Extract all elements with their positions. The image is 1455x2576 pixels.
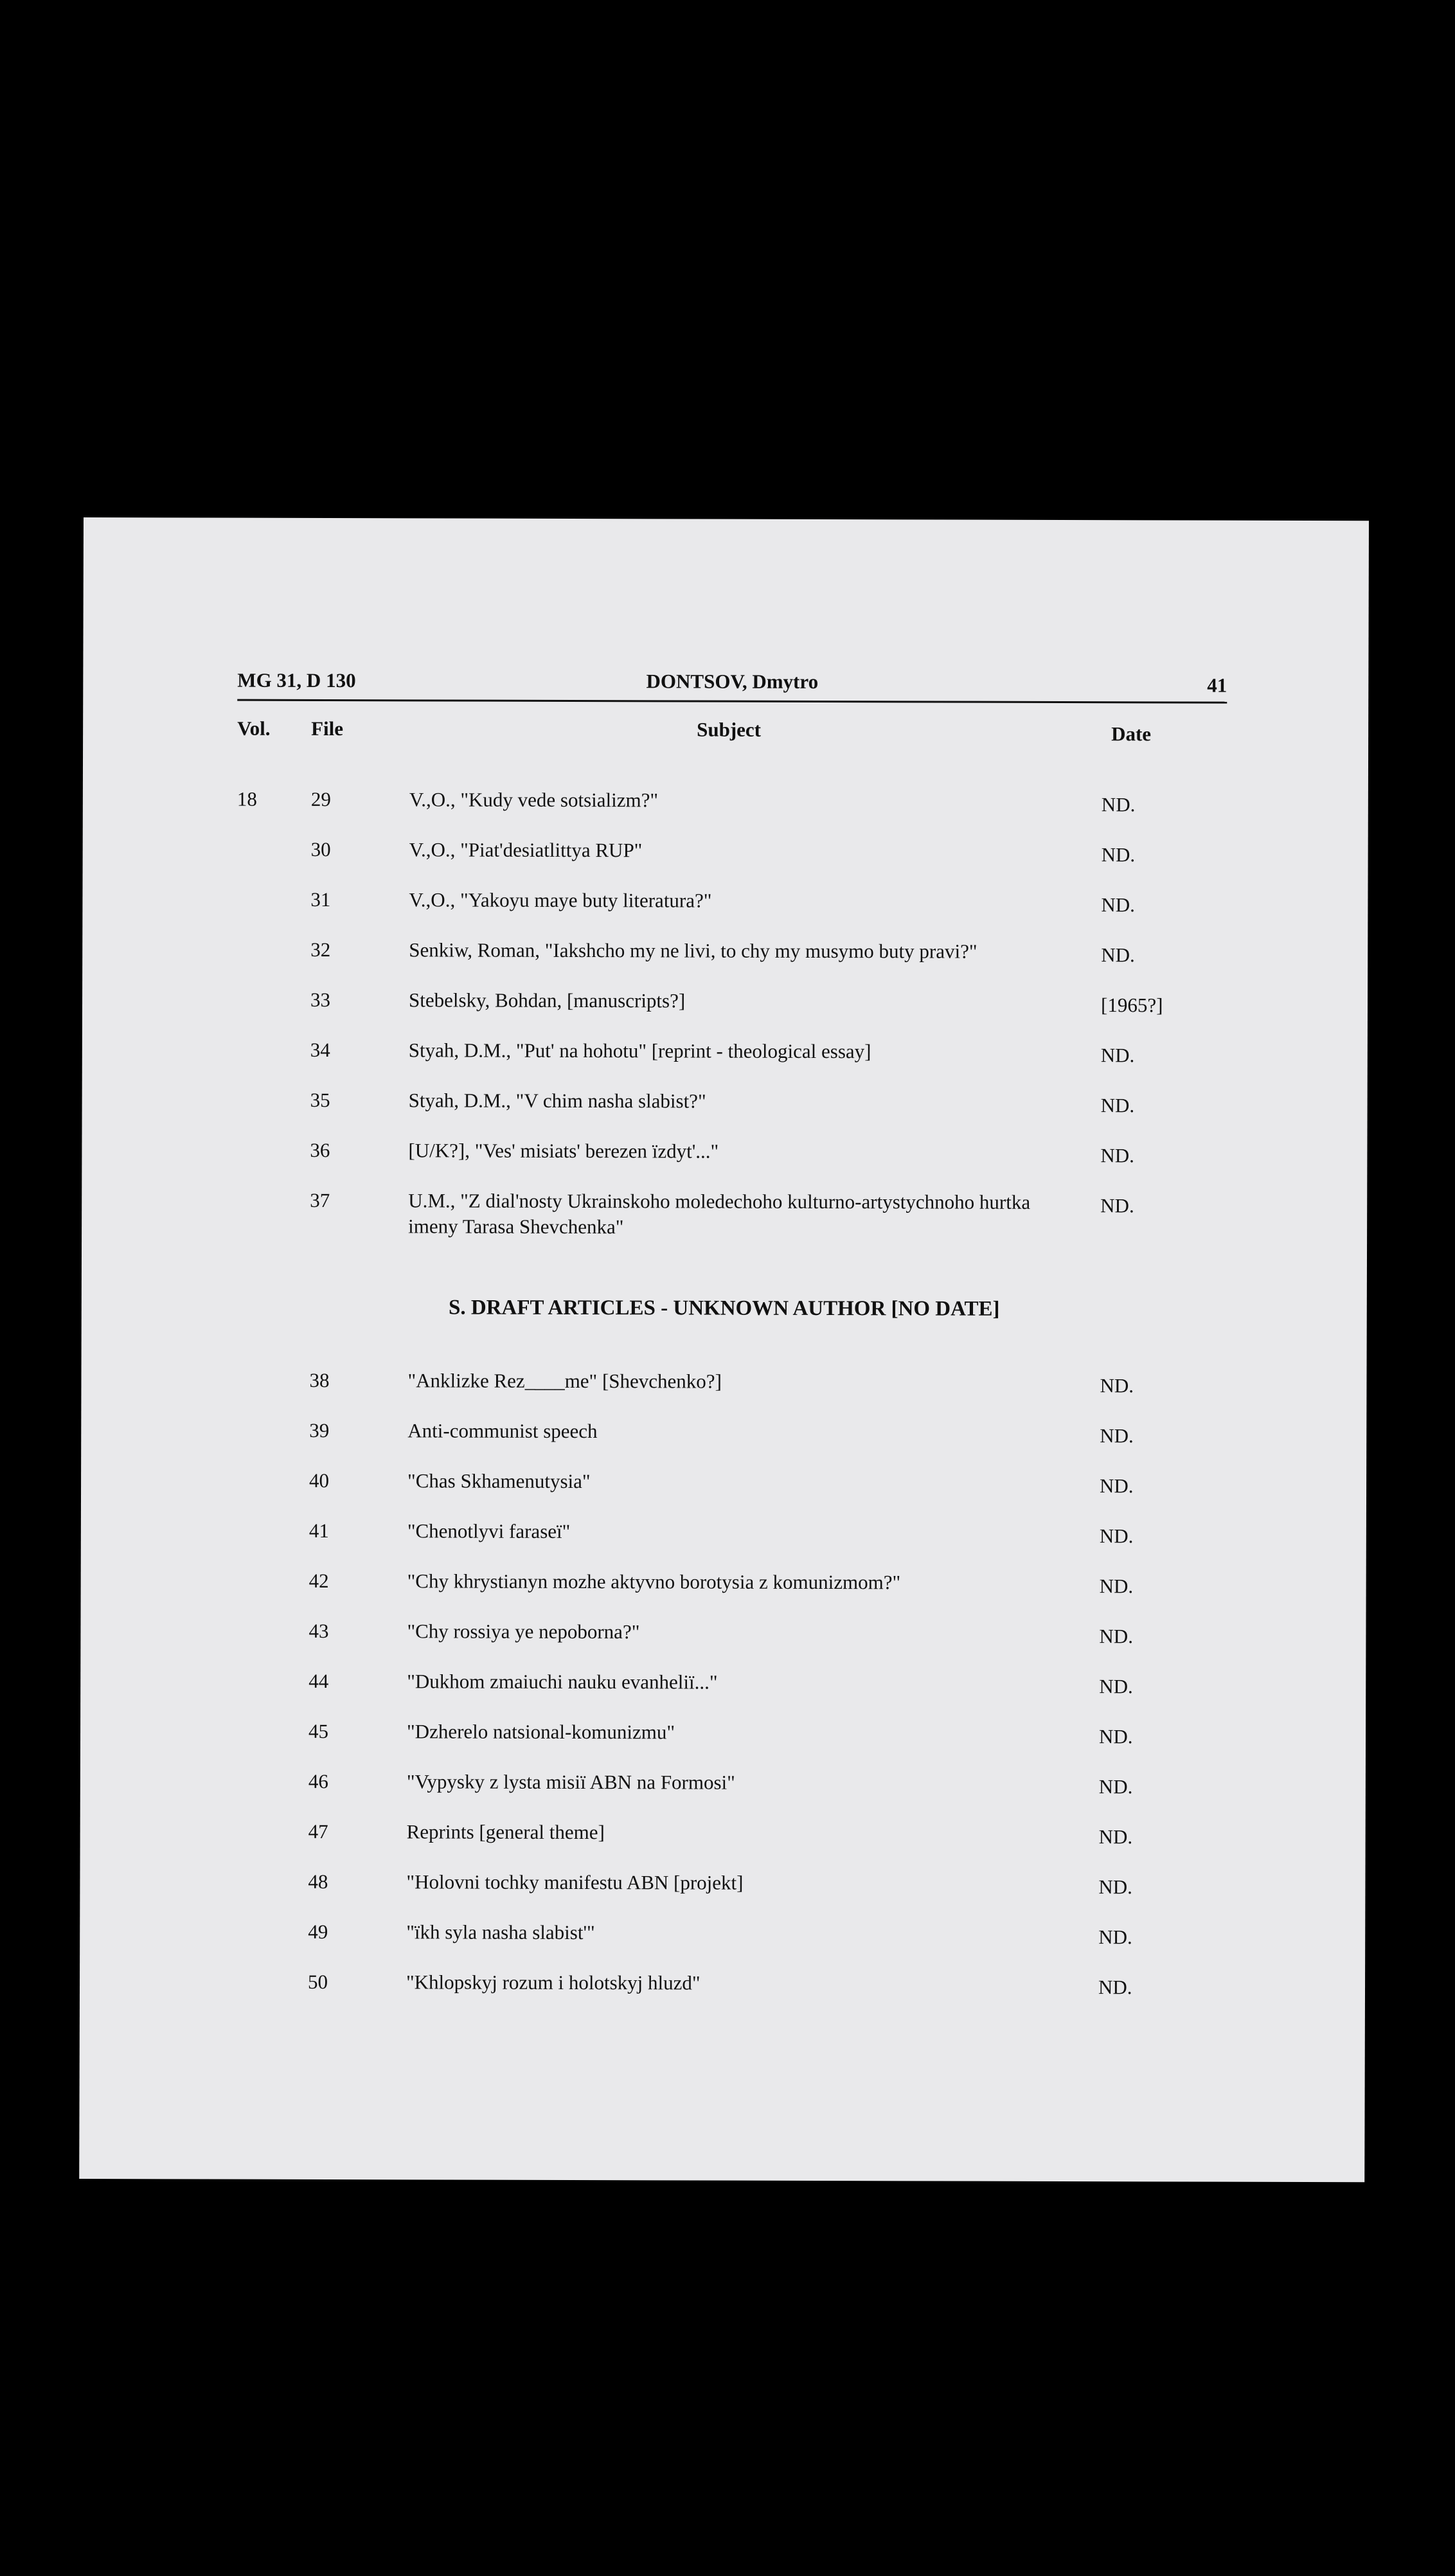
row-subject: "Dzherelo natsional-komunizmu" (407, 1720, 675, 1744)
table-row (82, 987, 1368, 1017)
table-row (83, 836, 1368, 866)
row-date: ND. (1101, 893, 1136, 917)
table-row (82, 1187, 1367, 1239)
table-row (81, 1568, 1366, 1598)
table-row (80, 1668, 1366, 1698)
row-file: 41 (308, 1519, 329, 1543)
row-subject: Reprints [general theme] (406, 1820, 605, 1844)
table-row (82, 1367, 1367, 1397)
row-date: ND. (1098, 1825, 1133, 1848)
page-number: 41 (1207, 674, 1227, 697)
row-file: 40 (309, 1469, 330, 1492)
row-file: 38 (309, 1368, 330, 1392)
row-file: 49 (308, 1920, 328, 1944)
row-subject: V.,O., "Kudy vede sotsializm?" (409, 788, 659, 812)
row-file: 34 (310, 1038, 330, 1062)
row-file: 33 (310, 988, 331, 1012)
section-heading: S. DRAFT ARTICLES - UNKNOWN AUTHOR [NO DATE] (448, 1296, 1000, 1321)
row-file: 42 (308, 1569, 329, 1593)
table-row (83, 786, 1368, 816)
row-date: ND. (1100, 1474, 1134, 1498)
column-header-file: File (311, 717, 344, 740)
row-subject: "Holovni tochky manifestu ABN [projekt] (406, 1870, 744, 1894)
row-vol: 18 (237, 787, 257, 810)
row-file: 43 (308, 1619, 329, 1643)
table-row (80, 1969, 1365, 1999)
row-file: 39 (309, 1418, 330, 1442)
table-row (81, 1467, 1366, 1498)
row-file: 32 (310, 938, 331, 962)
row-date: ND. (1100, 1424, 1134, 1447)
table-row (81, 1517, 1366, 1548)
row-date: ND. (1100, 1144, 1134, 1167)
table-row (81, 1417, 1366, 1447)
row-file: 29 (310, 787, 331, 811)
table-row (82, 1087, 1368, 1117)
row-subject: "Chenotlyvi faraseï" (407, 1519, 571, 1543)
row-date: ND. (1100, 1094, 1135, 1117)
row-subject: "ïkh syla nasha slabist'" (406, 1920, 595, 1944)
row-date: ND. (1101, 843, 1136, 866)
row-file: 50 (307, 1970, 328, 1994)
row-subject: "Chy rossiya ye nepoborna?" (407, 1620, 640, 1643)
row-subject: "Vypysky z lysta misiï ABN na Formosi" (406, 1770, 735, 1794)
table-row (82, 1037, 1368, 1067)
column-header-date: Date (1111, 722, 1152, 746)
row-date: ND. (1098, 1725, 1133, 1748)
table-row (80, 1868, 1365, 1899)
row-date: ND. (1098, 1775, 1133, 1798)
row-subject: "Chas Skhamenutysia" (407, 1469, 591, 1493)
table-row (80, 1718, 1366, 1748)
row-date: ND. (1100, 1374, 1134, 1397)
row-file: 30 (310, 837, 331, 861)
row-date: ND. (1099, 1625, 1134, 1648)
table-row (80, 1768, 1366, 1798)
table-row (82, 936, 1368, 967)
row-date: ND. (1100, 1044, 1135, 1067)
collection-reference: MG 31, D 130 (237, 668, 356, 692)
row-subject: "Chy khrystianyn mozhe aktyvno borotysia z komunizmom?" (407, 1570, 901, 1594)
column-header-vol: Vol. (237, 717, 271, 740)
row-subject: "Dukhom zmaiuchi nauku evanheliï..." (407, 1670, 718, 1694)
row-date: ND. (1098, 1926, 1132, 1949)
row-date: ND. (1099, 1575, 1134, 1598)
row-subject: "Khlopskyj rozum i holotskyj hluzd" (406, 1971, 701, 1994)
row-file: 48 (308, 1870, 328, 1893)
row-subject: U.M., "Z dial'nosty Ukrainskoho moledechoho kulturno-artystychnoho hurtka imeny Tarasa Shevchenka" (408, 1189, 1031, 1239)
row-date: ND. (1101, 944, 1135, 967)
row-subject: Styah, D.M., "Put' na hohotu" [reprint - theological essay] (408, 1039, 871, 1063)
page-header (237, 669, 1227, 702)
row-date: ND. (1101, 793, 1136, 816)
row-date: ND. (1099, 1675, 1133, 1698)
row-subject: V.,O., "Yakoyu maye buty literatura?" (409, 888, 712, 912)
table-row (82, 886, 1368, 917)
row-file: 36 (310, 1138, 330, 1162)
row-subject: Anti-communist speech (407, 1419, 598, 1443)
row-file: 47 (308, 1820, 328, 1843)
row-date: ND. (1100, 1194, 1134, 1217)
row-subject: Senkiw, Roman, "Iakshcho my ne livi, to chy my musymo buty pravi?" (409, 938, 977, 963)
document-page (79, 517, 1369, 2182)
page-title: DONTSOV, Dmytro (646, 670, 819, 693)
table-row (81, 1618, 1366, 1648)
row-subject: Stebelsky, Bohdan, [manuscripts?] (408, 988, 686, 1012)
table-row (82, 1137, 1367, 1167)
table-row (80, 1919, 1365, 1949)
table-row (80, 1818, 1366, 1848)
row-file: 44 (308, 1669, 329, 1693)
row-date: ND. (1098, 1875, 1133, 1899)
row-subject: V.,O., "Piat'desiatlittya RUP" (409, 838, 643, 862)
row-subject: [U/K?], "Ves' misiats' berezen ïzdyt'..." (408, 1139, 719, 1163)
row-date: ND. (1098, 1976, 1132, 1999)
row-file: 31 (310, 888, 331, 911)
row-date: [1965?] (1100, 994, 1163, 1017)
row-subject: "Anklizke Rez____me" [Shevchenko?] (407, 1369, 722, 1393)
row-file: 46 (308, 1769, 328, 1793)
row-subject: Styah, D.M., "V chim nasha slabist?" (408, 1089, 706, 1113)
row-file: 35 (310, 1088, 330, 1112)
row-file: 45 (308, 1719, 329, 1743)
row-date: ND. (1099, 1525, 1134, 1548)
column-header-subject: Subject (697, 718, 762, 741)
row-file: 37 (310, 1188, 330, 1212)
